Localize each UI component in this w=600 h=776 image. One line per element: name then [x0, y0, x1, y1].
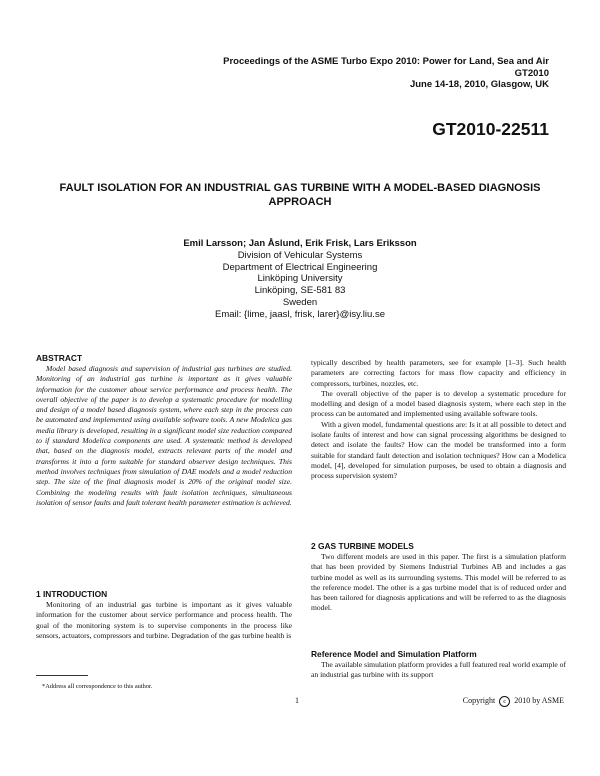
abstract-heading: ABSTRACT [36, 353, 83, 363]
copyright-label: Copyright [462, 696, 496, 705]
paper-title: FAULT ISOLATION FOR AN INDUSTRIAL GAS TURBINE WITH A MODEL-BASED DIAGNOSIS APPROACH [59, 182, 541, 208]
introduction-text: Monitoring of an industrial gas turbine is important as it gives valuable information for the customer about service performance and process health. The goal of the monitoring system is to supervise components in the process like sensors, actuators, compressors and turbine. Degradation of the gas turbine health is [36, 600, 292, 640]
copyright-year-owner: 2010 by ASME [514, 696, 564, 705]
objective-paragraph: The overall objective of the paper is to develop a systematic procedure for modelling and design of a model based diagnosis system, where each step in the process can be automated and implemented using available software tools. [311, 388, 566, 419]
proceedings-title: Proceedings of the ASME Turbo Expo 2010: Power for Land, Sea and Air [223, 56, 549, 67]
right-column-intro [311, 358, 566, 482]
subsection-heading: Reference Model and Simulation Platform [311, 649, 477, 659]
section2-heading: 2 GAS TURBINE MODELS [311, 541, 414, 551]
author-email: Email: {lime, jaasl, frisk, larer}@isy.liu.se [215, 308, 385, 320]
affiliation-line: Linköping, SE-581 83 [254, 285, 346, 297]
author-names: Emil Larsson; Jan Åslund, Erik Frisk, Lars Eriksson [183, 238, 417, 249]
affiliation-line: Linköping University [257, 273, 343, 285]
conference-dates: June 14-18, 2010, Glasgow, UK [409, 79, 549, 90]
gas-turbine-models-section [311, 541, 566, 614]
questions-paragraph: With a given model, fundamental questions are: Is it at all possible to detect and isolate faults of interest and how can signal processing algorithms be designed to detect and isolate the faults? How can the model be transformed into a form suitable for standard fault detection and isolation techniques? How can a Modelica model, [4], developed for simulation purposes, be used to obtain a diagnosis and process supervision system? [311, 419, 566, 481]
subsection-text: The available simulation platform provides a full featured real world example of an industrial gas turbine with its support [311, 660, 566, 680]
copyright-notice [463, 696, 564, 707]
footnote-rule [36, 675, 88, 676]
footnote: *Address all correspondence to this author. [42, 683, 153, 690]
page-number: 1 [295, 696, 299, 705]
introduction-section [36, 589, 292, 641]
affiliation-line: Division of Vehicular Systems [237, 249, 363, 261]
affiliation-line: Sweden [282, 296, 318, 308]
abstract-section [36, 353, 292, 508]
introduction-heading: 1 INTRODUCTION [36, 589, 108, 599]
intro-continuation: typically described by health parameters, see for example [1–3]. Such health parameters are correcting factors for mass flow capacity and efficiency in compressors, turbines, nozzles, etc. [311, 358, 566, 388]
author-block [40, 238, 560, 321]
conference-code: GT2010 [514, 67, 549, 79]
section2-text: Two different models are used in this paper. The first is a simulation platform that has been provided by Siemens Industrial Turbines AB and includes a gas turbine model as well as its surrounding systems. This model will be referred to as the reference model. The other is a gas turbine model that is of reduced order and has been tailored for diagnosis applications and will be referred to as the diagnosis model. [311, 552, 566, 613]
reference-model-subsection [311, 649, 566, 681]
copyright-symbol-icon: c [499, 696, 510, 707]
paper-id: GT2010-22511 [432, 119, 549, 139]
abstract-text: Model based diagnosis and supervision of industrial gas turbines are studied. Monitoring of an industrial gas turbine is important as it gives valuable information for the customer about service performance and process health. The overall objective of the paper is to develop a systematic procedure for modelling and design of a model based diagnosis system, where each step in the process can be automated and implemented using available software tools. A new Modelica gas media library is developed, resulting in a significant model size reduction compared to if standard Modelica components are used. A systematic method is developed that, based on the diagnosis model, extracts relevant parts of the model and transforms it into a form suitable for standard observer design techniques. This method involves techniques from simulation of DAE models and a model reduction step. The size of the final diagnosis model is 20% of the original model size. Combining the modeling results with fault isolation techniques, simultaneous isolation of sensor faults and fault tolerant health parameter estimation is achieved. [36, 364, 292, 507]
affiliation-line: Department of Electrical Engineering [222, 261, 378, 273]
